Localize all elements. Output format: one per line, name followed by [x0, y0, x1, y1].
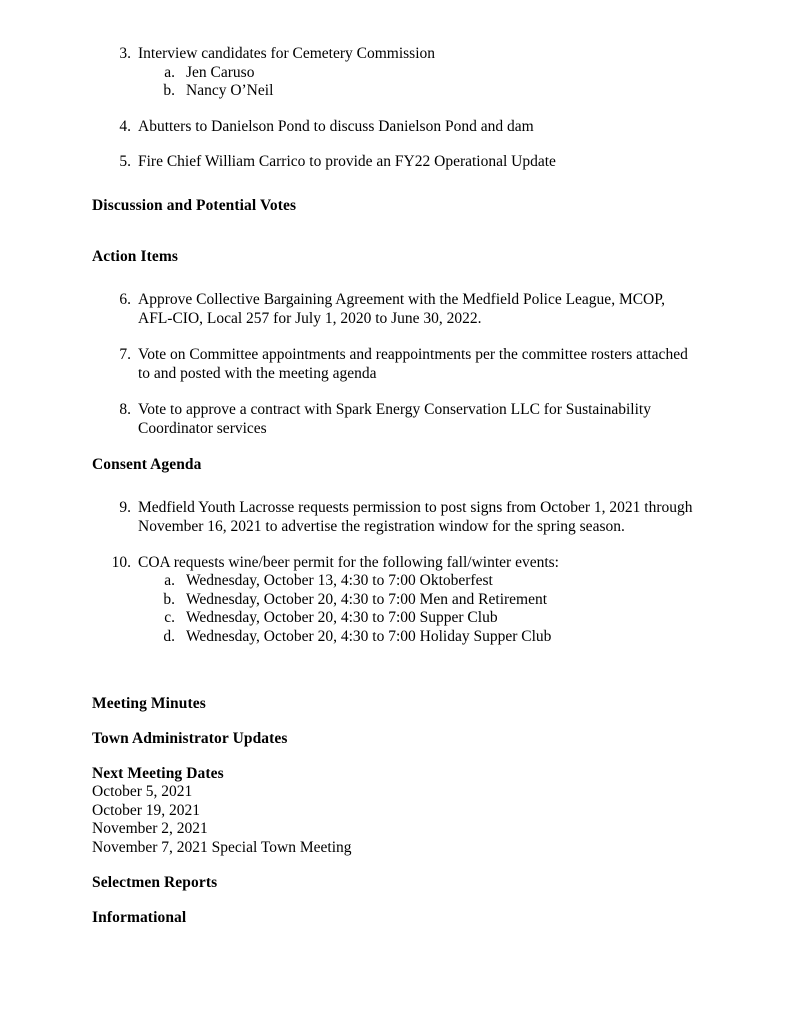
spacer: [92, 172, 702, 196]
agenda-item-5: [92, 152, 702, 172]
section-heading-town-administrator-updates: Town Administrator Updates: [92, 730, 288, 747]
spacer: [92, 857, 702, 873]
agenda-item-text: Vote on Committee appointments and reappointments per the committee rosters attached to and posted with the meeting agenda: [138, 345, 688, 382]
spacer: [92, 713, 702, 729]
spacer: [92, 537, 702, 553]
agenda-item-10-sub-a: [92, 572, 702, 591]
list-marker: b.: [163, 590, 175, 608]
section-heading-informational: Informational: [92, 909, 187, 926]
agenda-subitem-text: Wednesday, October 20, 4:30 to 7:00 Holiday Supper Club: [186, 627, 552, 645]
agenda-subitem-text: Wednesday, October 20, 4:30 to 7:00 Supper Club: [186, 609, 498, 626]
agenda-item-8: [92, 400, 702, 439]
list-marker: b.: [163, 82, 175, 99]
agenda-item-10-sub-d: [92, 628, 702, 647]
spacer: [92, 215, 702, 247]
agenda-item-10: [92, 553, 702, 573]
agenda-item-text: Approve Collective Bargaining Agreement with the Medfield Police League, MCOP, AFL-CIO, Local 257 for July 1, 2020 to June 30, 2022.: [138, 290, 666, 327]
section-heading-meeting-minutes: Meeting Minutes: [92, 695, 206, 712]
section-heading-discussion-and-potential-votes: Discussion and Potential Votes: [92, 196, 297, 214]
meeting-date-line: October 19, 2021: [92, 801, 201, 819]
agenda-item-3-sub-b: [92, 82, 702, 101]
spacer: [92, 748, 702, 764]
spacer: [92, 646, 702, 678]
agenda-content: [92, 44, 702, 927]
spacer: [92, 329, 702, 345]
section-heading-consent-agenda: Consent Agenda: [92, 455, 202, 473]
spacer: [92, 439, 702, 455]
spacer: [92, 266, 702, 290]
agenda-item-4: [92, 117, 702, 137]
list-marker: 8.: [119, 400, 131, 418]
agenda-item-6: [92, 290, 702, 329]
agenda-subitem-text: Wednesday, October 13, 4:30 to 7:00 Oktoberfest: [186, 572, 493, 589]
list-marker: a.: [164, 572, 175, 589]
agenda-item-text: COA requests wine/beer permit for the following fall/winter events:: [138, 553, 559, 571]
list-marker: a.: [164, 63, 175, 81]
list-marker: 6.: [119, 290, 131, 308]
meeting-date-line: November 7, 2021 Special Town Meeting: [92, 838, 352, 856]
meeting-date-line: November 2, 2021: [92, 820, 208, 837]
agenda-subitem-text: Jen Caruso: [186, 63, 255, 81]
list-marker: 10.: [111, 553, 131, 571]
list-marker: 5.: [119, 153, 131, 170]
section-heading-action-items: Action Items: [92, 247, 179, 265]
agenda-item-9: [92, 498, 702, 537]
agenda-item-7: [92, 345, 702, 384]
agenda-item-10-sub-c: [92, 609, 702, 628]
spacer: [92, 678, 702, 694]
meeting-date-line: October 5, 2021: [92, 783, 193, 800]
list-marker: 9.: [119, 498, 131, 516]
list-marker: 3.: [119, 45, 131, 62]
list-marker: d.: [163, 627, 175, 645]
list-marker: c.: [164, 609, 175, 626]
spacer: [92, 384, 702, 400]
list-marker: 7.: [119, 345, 131, 363]
spacer: [92, 136, 702, 152]
agenda-item-text: Fire Chief William Carrico to provide an FY22 Operational Update: [138, 153, 556, 170]
agenda-item-text: Interview candidates for Cemetery Commission: [138, 45, 436, 62]
agenda-subitem-text: Wednesday, October 20, 4:30 to 7:00 Men and Retirement: [186, 590, 548, 608]
spacer: [92, 892, 702, 908]
agenda-item-3-sub-a: [92, 64, 702, 83]
spacer: [92, 101, 702, 117]
agenda-item-text: Vote to approve a contract with Spark Energy Conservation LLC for Sustainability Coordinator services: [138, 400, 651, 437]
spacer: [92, 474, 702, 498]
section-heading-selectmen-reports: Selectmen Reports: [92, 874, 218, 891]
agenda-item-10-sub-b: [92, 591, 702, 610]
agenda-item-text: Medfield Youth Lacrosse requests permission to post signs from October 1, 2021 through November 16, 2021 to advertise the registration window for the spring season.: [138, 498, 693, 535]
agenda-item-text: Abutters to Danielson Pond to discuss Danielson Pond and dam: [138, 117, 534, 135]
agenda-item-3: [92, 44, 702, 64]
section-heading-next-meeting-dates: Next Meeting Dates: [92, 765, 224, 782]
agenda-subitem-text: Nancy O’Neil: [186, 82, 274, 99]
list-marker: 4.: [119, 117, 131, 135]
